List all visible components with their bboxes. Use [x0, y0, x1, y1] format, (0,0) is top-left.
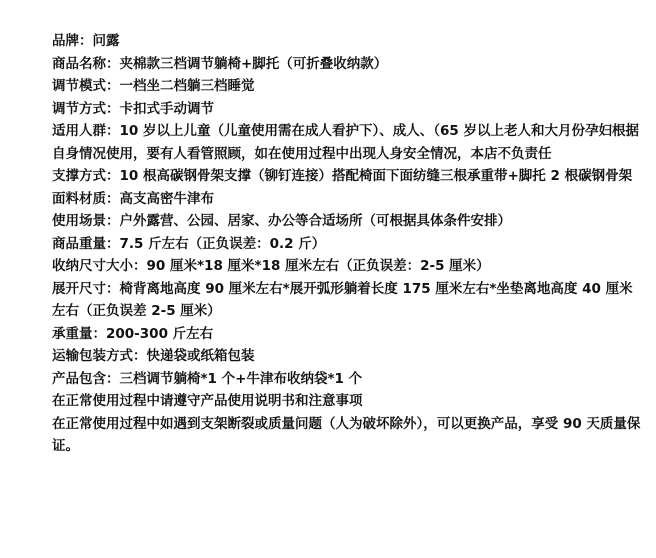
packaging-line: 运输包装方式：快递袋或纸箱包装: [52, 348, 255, 364]
target-users-line: 适用人群：10 岁以上儿童（儿童使用需在成人看护下）、成人、（65 岁以上老人和大月份孕妇根据自身情况使用，要有人看管照顾，如在使用过程中出现人身安全情况，本店不负责任: [52, 123, 639, 162]
adjust-method-line: 调节方式：卡扣式手动调节: [52, 100, 214, 117]
support-method-line: 支撑方式：10 根高碳钢骨架支撑（铆钉连接）搭配椅面下面纺缝三根承重带+脚托 2 根碳钢骨架: [52, 168, 633, 184]
product-description: [52, 30, 642, 458]
warranty-line: 在正常使用过程中如遇到支架断裂或质量问题（人为破坏除外），可以更换产品，享受 90 天质量保证。: [52, 415, 641, 454]
fabric-material-line: 面料材质：高支高密牛津布: [52, 190, 214, 207]
unfolded-size-line: 展开尺寸：椅背离地高度 90 厘米左右*展开弧形躺着长度 175 厘米左右*坐垫离地高度 40 厘米左右（正负误差 2-5 厘米）: [52, 280, 633, 319]
product-weight-line: 商品重量：7.5 斤左右（正负误差：0.2 斤）: [52, 235, 326, 252]
usage-notice-line: 在正常使用过程中请遵守产品使用说明书和注意事项: [52, 393, 363, 409]
brand-line: 品牌：问露: [52, 33, 120, 49]
product-name-line: 商品名称：夹棉款三档调节躺椅+脚托（可折叠收纳款）: [52, 55, 388, 72]
package-contents-line: 产品包含：三档调节躺椅*1 个+牛津布收纳袋*1 个: [52, 370, 363, 387]
adjust-mode-line: 调节模式：一档坐二档躺三档睡觉: [52, 78, 255, 94]
storage-size-line: 收纳尺寸大小：90 厘米*18 厘米*18 厘米左右（正负误差：2-5 厘米）: [52, 258, 490, 274]
usage-scenario-line: 使用场景：户外露营、公园、居家、办公等合适场所（可根据具体条件安排）: [52, 213, 511, 229]
load-capacity-line: 承重量：200-300 斤左右: [52, 325, 214, 342]
